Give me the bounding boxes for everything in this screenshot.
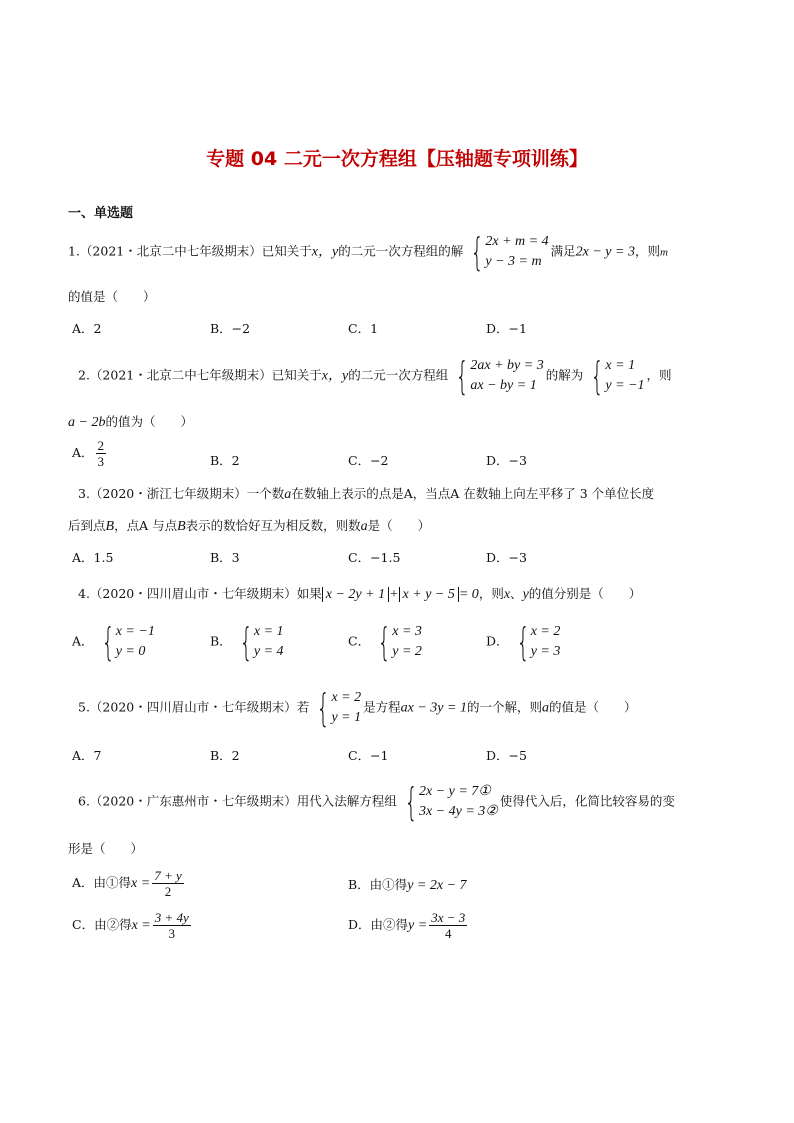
q5-prefix: 5.（2020・四川眉山市・七年级期末）若 <box>78 699 310 715</box>
q5-r1: x = 2 <box>331 690 362 705</box>
q4-option-a-label: A． <box>72 633 94 649</box>
q3-var-a: a <box>284 487 292 502</box>
q4-b-r1: x = 1 <box>253 624 284 639</box>
q6-d-label: D．由②得 <box>348 917 409 932</box>
q2-prefix: 2.（2021・北京二中七年级期末）已知关于 <box>78 367 322 383</box>
q4-a-r1: x = −1 <box>115 624 155 639</box>
q2-post: ，则 <box>646 367 672 383</box>
q3-var-b: B <box>105 519 115 534</box>
q2-option-a <box>72 438 108 469</box>
q2-eq2: ax − by = 1 <box>470 378 537 393</box>
q4-option-c-label: C． <box>348 633 371 649</box>
page-title: 专题 04 二元一次方程组【压轴题专项训练】 <box>206 148 588 170</box>
q4-sep: 、 <box>510 586 523 601</box>
q6-c-num: 3 + 4y <box>154 910 189 925</box>
q3-option-c: C．−1.5 <box>348 550 401 565</box>
q2-line2-text: 的值为（ ） <box>105 414 193 429</box>
q1-option-d: D．−1 <box>486 321 527 336</box>
q6-system: { 2x − y = 7① 3x − 4y = 3② <box>404 780 498 824</box>
q4-option-b-label: B． <box>210 633 232 649</box>
question-6 <box>78 782 675 822</box>
q6-option-b <box>348 876 467 895</box>
q1-var: m <box>659 246 668 259</box>
q4-option-d-system: { x = 2 y = 3 <box>515 620 561 664</box>
q6-a-den: 2 <box>164 884 172 899</box>
question-5 <box>78 688 636 728</box>
q5-eq: ax − 3y = 1 <box>400 700 467 716</box>
q4-eq: = 0 <box>458 587 479 602</box>
q4-a-r2: y = 0 <box>115 644 146 659</box>
q5-system: { x = 2 y = 1 <box>316 686 362 730</box>
q4-option-c <box>348 622 424 662</box>
q5-r2: y = 1 <box>331 710 362 725</box>
q3-option-d: D．−3 <box>486 550 527 565</box>
q3-line1: 3.（2020・浙江七年级期末）一个数 <box>78 486 285 501</box>
q6-c-den: 3 <box>168 926 176 941</box>
question-1 <box>68 232 668 272</box>
q2-option-a-label: A． <box>72 445 94 460</box>
q3-option-a: A．1.5 <box>72 550 114 565</box>
q2-solution: { x = 1 y = −1 <box>590 354 645 398</box>
q6-b-label: B．由①得 <box>348 877 408 892</box>
q2-frac-num: 2 <box>97 438 105 453</box>
q6-b-eq: y = 2x − 7 <box>407 878 467 893</box>
q2-expr: a − 2b <box>68 415 106 430</box>
q2-eq1: 2ax + by = 3 <box>470 358 544 373</box>
q4-option-d <box>486 622 562 662</box>
question-3 <box>78 485 654 504</box>
q6-a-label: A．由①得 <box>72 875 132 890</box>
q4-d-r1: x = 2 <box>530 624 561 639</box>
q4-option-a <box>72 622 157 662</box>
q1-system: { 2x + m = 4 y − 3 = m <box>470 230 549 274</box>
q6-option-a <box>72 868 186 899</box>
q5-post2: 的值是（ ） <box>548 699 637 715</box>
q5-option-a: A．7 <box>72 748 102 763</box>
q2-option-a-fraction <box>96 438 107 469</box>
q1-eq2: y − 3 = m <box>485 254 542 269</box>
q5-option-d: D．−5 <box>486 748 527 763</box>
q6-c-label: C．由②得 <box>72 917 132 932</box>
q6-line2: 形是（ ） <box>68 841 144 856</box>
q4-var-y: y <box>522 587 529 602</box>
q5-var-a: a <box>541 700 549 716</box>
q1-cond: 2x − y = 3 <box>575 244 635 260</box>
q4-post2: 的值分别是（ ） <box>528 586 642 601</box>
q3-line2d: 是（ ） <box>367 518 431 533</box>
q4-option-b-system: { x = 1 y = 4 <box>239 620 284 664</box>
q3-option-b: B．3 <box>210 550 240 565</box>
q2-option-b: B．2 <box>210 453 240 468</box>
q6-a-num: 7 + y <box>154 868 182 883</box>
q4-c-r2: y = 2 <box>392 644 422 659</box>
q4-option-c-system: { x = 3 y = 2 <box>377 620 422 664</box>
q6-d-fraction <box>429 910 467 941</box>
q6-a-lhs: x = <box>131 876 151 891</box>
q4-abs2: x + y − 5 <box>399 587 459 602</box>
q4-prefix: 4.（2020・四川眉山市・七年级期末）如果 <box>78 586 322 601</box>
q2-sol2: y = −1 <box>605 378 645 393</box>
q6-post: 使得代入后，化简比较容易的变 <box>499 793 675 809</box>
q5-option-b: B．2 <box>210 748 240 763</box>
q6-prefix: 6.（2020・广东惠州市・七年级期末）用代入法解方程组 <box>78 793 397 809</box>
q1-option-a: A．2 <box>72 321 102 336</box>
question-2 <box>78 356 672 396</box>
q2-option-d: D．−3 <box>486 453 527 468</box>
q4-var-x: x <box>503 587 511 602</box>
q4-b-r2: y = 4 <box>253 644 284 659</box>
q3-line2a: 后到点 <box>68 518 106 533</box>
q3-line2b: ，点A 与点 <box>114 518 178 533</box>
q4-c-r1: x = 3 <box>392 624 422 639</box>
q1-option-b: B．−2 <box>210 321 251 336</box>
q3-line2c: 表示的数恰好互为相反数，则数 <box>185 518 361 533</box>
q3-var-b2: B <box>177 519 186 534</box>
q1-vars: x，y <box>311 244 339 260</box>
q2-system: { 2ax + by = 3 ax − by = 1 <box>455 354 544 398</box>
q6-r1: 2x − y = 7① <box>418 784 491 799</box>
q1-eq1: 2x + m = 4 <box>485 234 549 249</box>
q2-sol1: x = 1 <box>605 358 636 373</box>
q2-mid: 的二元一次方程组 <box>348 367 449 383</box>
q1-prefix: 1.（2021・北京二中七年级期末）已知关于 <box>68 243 312 259</box>
q1-option-c: C．1 <box>348 321 379 336</box>
q6-option-c <box>72 910 193 941</box>
q3-line1b: 在数轴上表示的点是A，当点A 在数轴上向左平移了 3 个单位长度 <box>291 486 655 501</box>
q1-cond-post: ，则 <box>634 243 660 259</box>
q6-d-den: 4 <box>444 926 452 941</box>
q4-post: ，则 <box>478 586 504 601</box>
q4-d-r2: y = 3 <box>530 644 561 659</box>
q4-option-a-system: { x = −1 y = 0 <box>100 620 155 664</box>
q6-d-num: 3x − 3 <box>431 910 466 925</box>
q6-c-lhs: x = <box>131 918 151 933</box>
q1-line2: 的值是（ ） <box>68 289 156 304</box>
q6-c-fraction <box>153 910 191 941</box>
q4-plus: + <box>389 587 399 602</box>
q2-line2 <box>68 413 193 432</box>
q6-a-fraction <box>152 868 184 899</box>
q4-abs1: x − 2y + 1 <box>322 587 389 602</box>
q5-mid: 是方程 <box>363 699 401 715</box>
q1-mid: 的二元一次方程组的解 <box>338 243 464 259</box>
q2-mid2: 的解为 <box>545 367 584 383</box>
q3-line2 <box>68 517 430 536</box>
q2-vars: x，y <box>321 368 349 384</box>
q5-post: 的一个解，则 <box>466 699 542 715</box>
q4-option-d-label: D． <box>486 633 509 649</box>
q4-option-b <box>210 622 286 662</box>
question-4 <box>78 585 641 604</box>
q2-frac-den: 3 <box>97 454 105 469</box>
q6-r2: 3x − 4y = 3② <box>418 804 498 819</box>
q6-option-d <box>348 910 469 941</box>
q2-option-c: C．−2 <box>348 453 389 468</box>
q5-option-c: C．−1 <box>348 748 389 763</box>
q6-d-lhs: y = <box>408 918 428 933</box>
section-heading: 一、单选题 <box>68 206 134 221</box>
q3-var-a2: a <box>360 519 368 534</box>
q1-cond-pre: 满足 <box>550 243 576 259</box>
